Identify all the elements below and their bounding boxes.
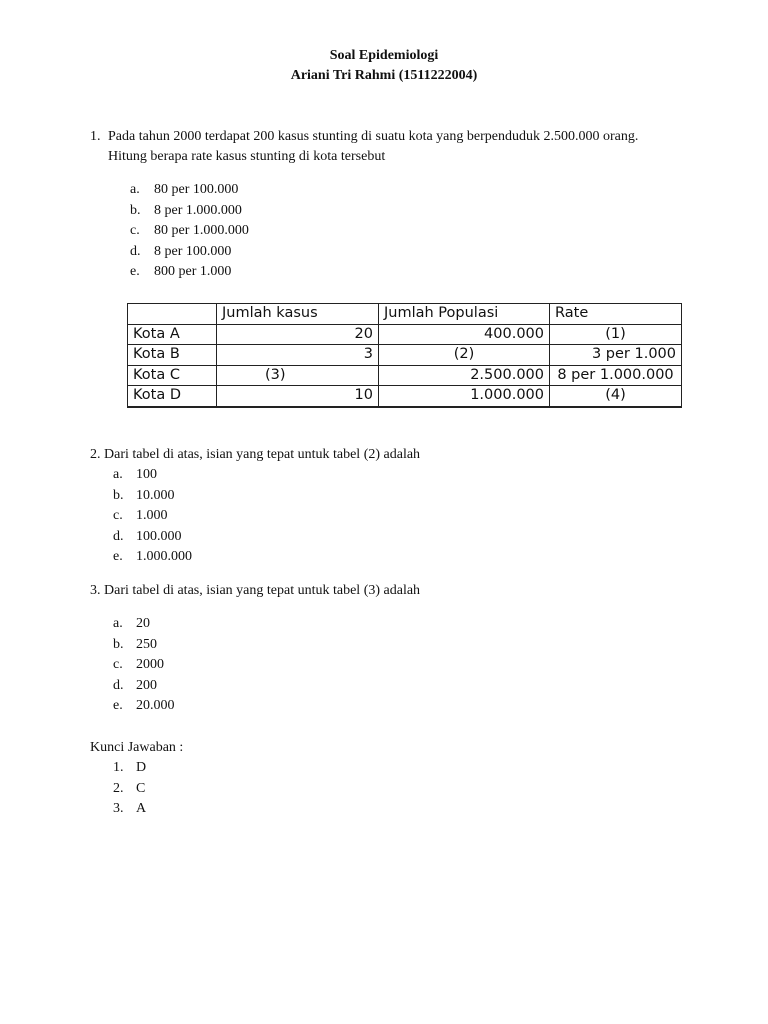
table-header-row (128, 304, 682, 325)
table-row (128, 386, 682, 407)
table-header-cell (128, 304, 217, 325)
data-table (127, 303, 682, 408)
table-cell: (2) (379, 345, 550, 366)
question-1 (90, 127, 650, 167)
option-text: 20 (136, 616, 150, 631)
document-title: Soal Epidemiologi (329, 48, 439, 63)
table-header-cell: Jumlah Populasi (379, 304, 550, 325)
question-1-options (130, 180, 249, 283)
option-item (113, 506, 192, 527)
option-text: 100.000 (136, 528, 182, 544)
option-item (113, 635, 175, 656)
answer-key-label: 3. (113, 801, 124, 816)
question-3-options (113, 614, 175, 717)
option-item (113, 465, 192, 486)
option-label: c. (130, 223, 140, 238)
option-text: 800 per 1.000 (154, 264, 232, 279)
option-label: b. (113, 487, 124, 503)
option-label: a. (130, 182, 140, 197)
table-cell: 3 per 1.000 (550, 345, 682, 366)
answer-key-label: 1. (113, 760, 124, 775)
option-text: 80 per 100.000 (154, 182, 239, 197)
answer-key-list (113, 758, 146, 820)
answer-key-value: A (136, 801, 147, 816)
option-label: d. (113, 528, 124, 544)
option-label: b. (113, 636, 124, 652)
option-item (113, 486, 192, 507)
table-row (128, 345, 682, 366)
answer-key-value: D (136, 760, 147, 775)
table-cell: Kota D (128, 386, 217, 407)
option-text: 10.000 (136, 487, 175, 503)
answer-key-item (113, 758, 146, 779)
table-cell: 10 (217, 386, 379, 407)
option-label: c. (113, 508, 123, 523)
table-header-cell: Jumlah kasus (217, 304, 379, 325)
option-item (113, 527, 192, 548)
option-item (130, 221, 249, 242)
table-cell: (4) (550, 386, 682, 407)
option-label: e. (113, 549, 123, 564)
option-item (130, 180, 249, 201)
question-1-number: 1. (90, 129, 101, 144)
question-2-text: 2. Dari tabel di atas, isian yang tepat untuk tabel (2) adalah (90, 447, 421, 462)
option-item (113, 676, 175, 697)
option-label: c. (113, 657, 123, 672)
answer-key-item (113, 799, 146, 820)
table-cell: 3 (217, 345, 379, 366)
option-item (130, 201, 249, 222)
option-text: 100 (136, 467, 157, 482)
option-label: e. (130, 264, 140, 279)
option-label: d. (113, 677, 124, 693)
answer-key-value: C (136, 780, 146, 796)
table-cell: Kota B (128, 345, 217, 366)
table-cell: 2.500.000 (379, 365, 550, 386)
option-item (113, 547, 192, 568)
answer-key-label: 2. (113, 780, 124, 796)
question-3-text: 3. Dari tabel di atas, isian yang tepat untuk tabel (3) adalah (90, 583, 421, 598)
option-text: 8 per 100.000 (154, 243, 232, 259)
option-text: 2000 (136, 657, 164, 672)
option-text: 20.000 (136, 698, 175, 713)
option-text: 200 (136, 677, 157, 693)
option-label: d. (130, 243, 141, 259)
answer-key-title: Kunci Jawaban : (90, 740, 184, 755)
option-item (130, 262, 249, 283)
option-text: 80 per 1.000.000 (154, 223, 249, 238)
option-text: 1.000 (136, 508, 168, 523)
table-cell: (1) (550, 324, 682, 345)
table-cell: 8 per 1.000.000 (550, 365, 682, 386)
answer-key-item (113, 779, 146, 800)
document-author: Ariani Tri Rahmi (1511222004) (290, 68, 478, 83)
option-label: b. (130, 202, 141, 218)
option-text: 1.000.000 (136, 549, 192, 564)
option-item (113, 614, 175, 635)
table-cell: Kota A (128, 324, 217, 345)
table-cell: 1.000.000 (379, 386, 550, 407)
option-item (113, 655, 175, 676)
table-cell: Kota C (128, 365, 217, 386)
option-label: a. (113, 467, 123, 482)
question-1-text: Pada tahun 2000 terdapat 200 kasus stunting di suatu kota yang berpenduduk 2.500.000 orang. Hitung berapa rate kasus stunting di kota tersebut (108, 129, 639, 164)
table-cell: 400.000 (379, 324, 550, 345)
question-2-options (113, 465, 192, 568)
table-row (128, 324, 682, 345)
table-row (128, 365, 682, 386)
option-label: a. (113, 616, 123, 631)
option-item (130, 242, 249, 263)
table-cell: (3) (217, 365, 379, 386)
option-item (113, 696, 175, 717)
option-label: e. (113, 698, 123, 713)
table-cell: 20 (217, 324, 379, 345)
table-header-cell: Rate (550, 304, 682, 325)
option-text: 250 (136, 636, 157, 652)
option-text: 8 per 1.000.000 (154, 202, 242, 218)
